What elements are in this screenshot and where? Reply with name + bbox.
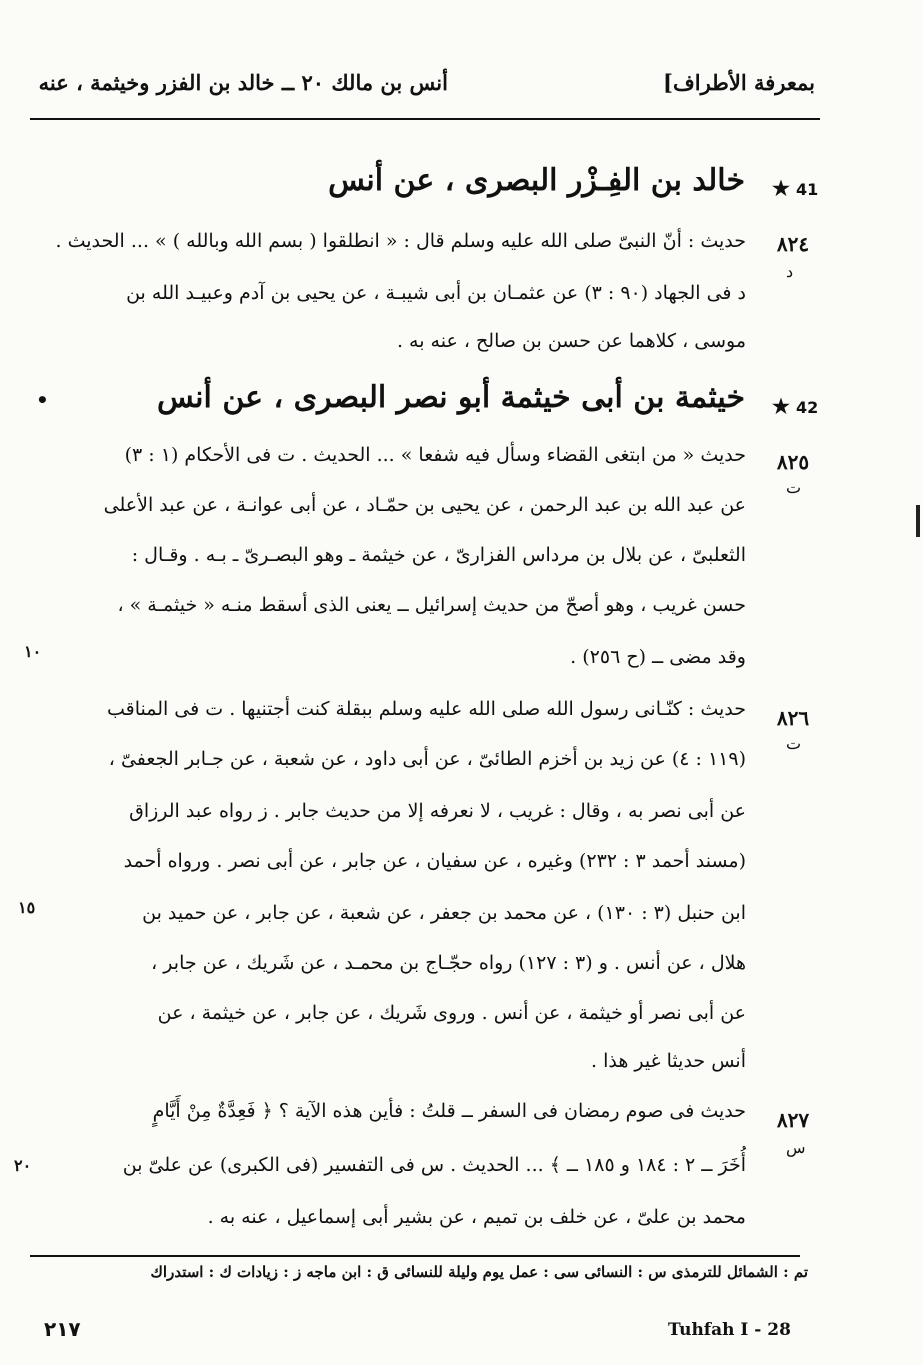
entry-siglum: ت [786, 734, 802, 753]
running-header-right: بمعرفة الأطراف] [663, 70, 815, 95]
header-rule [30, 118, 820, 120]
entry-number: ٨٢٦ [776, 706, 810, 730]
margin-line-number: ١٠ [24, 642, 42, 661]
star-icon: ★ [772, 394, 790, 418]
entry-line: حديث : كنّـانى رسول الله صلى الله عليه وسلم ببقلة كنت أجتنيها . ت فى المناقب [106, 698, 746, 720]
entry-siglum: ت [786, 478, 802, 497]
entry-line: حديث : أنّ النبىّ صلى الله عليه وسلم قال : « انطلقوا ( بسم الله وبالله ) » ... الحديث . [55, 230, 746, 252]
entry-line: د فى الجهاد (٩٠ : ٣) عن عثمـان بن أبى شيبـة ، عن يحيى بن آدم وعبيـد الله بن [126, 282, 746, 304]
bullet-mark: • [36, 388, 49, 412]
margin-line-number: ١٥ [18, 898, 36, 917]
entry-line: حسن غريب ، وهو أصحّ من حديث إسرائيل ــ يعنى الذى أسقط منـه « خيثمـة » ، [117, 594, 746, 616]
section-number: 42 [796, 398, 819, 417]
footnote-rule [30, 1255, 800, 1257]
section-title: خالد بن الفِـزْر البصرى ، عن أنس [328, 163, 745, 198]
entry-number: ٨٢٤ [776, 232, 810, 256]
entry-line: أُخَرَ ــ ٢ : ١٨٤ و ١٨٥ ــ ﴾ ... الحديث . س فى التفسير (فى الكبرى) عن علىّ بن [122, 1154, 746, 1176]
volume-label: Tuhfah I - 28 [668, 1320, 791, 1340]
entry-line: أنس حديثا غير هذا . [591, 1050, 746, 1072]
entry-line: ابن حنبل (٣ : ١٣٠) ، عن محمد بن جعفر ، عن شعبة ، عن جابر ، عن حميد بن [142, 902, 746, 924]
entry-siglum: س [786, 1138, 806, 1157]
entry-line: حديث فى صوم رمضان فى السفر ــ قلتُ : فأين هذه الآية ؟ ﴿ فَعِدَّةٌ مِنْ أَيَّامٍ [152, 1100, 746, 1122]
entry-line: محمد بن علىّ ، عن خلف بن تميم ، عن بشير أبى إسماعيل ، عنه به . [207, 1206, 746, 1228]
entry-line: (مسند أحمد ٣ : ٢٣٢) وغيره ، عن سفيان ، عن جابر ، عن أبى نصر . ورواه أحمد [123, 850, 746, 872]
entry-line: (١١٩ : ٤) عن زيد بن أخزم الطائىّ ، عن أبى داود ، عن شعبة ، عن جـابر الجعفىّ ، [108, 748, 746, 770]
entry-siglum: د [786, 262, 794, 281]
entry-line: عن أبى نصر أو خيثمة ، عن أنس . وروى شَريك ، عن جابر ، عن خيثمة ، عن [157, 1002, 746, 1024]
entry-line: هلال ، عن أنس . و (٣ : ١٢٧) رواه حجّـاج بن محمـد ، عن شَريك ، عن جابر ، [151, 952, 746, 974]
margin-line-number: ٢٠ [14, 1156, 32, 1175]
page-number: ٢١٧ [44, 1317, 81, 1341]
entry-line: حديث « من ابتغى القضاء وسأل فيه شفعا » ... الحديث . ت فى الأحكام (١ : ٣) [124, 444, 746, 466]
section-title: خيثمة بن أبى خيثمة أبو نصر البصرى ، عن أنس [156, 380, 745, 415]
entry-line: الثعلبىّ ، عن بلال بن مرداس الفزارىّ ، عن خيثمة ـ وهو البصـرىّ ـ بـه . وقـال : [131, 544, 746, 566]
star-icon: ★ [772, 176, 790, 200]
section-number: 41 [796, 180, 819, 199]
running-header-center: أنس بن مالك ٢٠ ــ خالد بن الفزر وخيثمة ، عنه [38, 70, 448, 95]
entry-line: عن عبد الله بن عبد الرحمن ، عن يحيى بن حمّـاد ، عن أبى عوانـة ، عن عبد الأعلى [103, 494, 746, 516]
entry-number: ٨٢٧ [776, 1108, 810, 1132]
binding-edge-mark [916, 505, 920, 537]
entry-line: موسى ، كلاهما عن حسن بن صالح ، عنه به . [396, 330, 746, 352]
footnote-abbreviations: تم : الشمائل للترمذى س : النسائى سى : عمل يوم وليلة للنسائى ق : ابن ماجه ز : زيادات ك : استدراك [150, 1263, 808, 1281]
entry-number: ٨٢٥ [776, 450, 810, 474]
entry-line: وقد مضى ــ (ح ٢٥٦) . [570, 646, 746, 668]
entry-line: عن أبى نصر به ، وقال : غريب ، لا نعرفه إلا من حديث جابر . ز رواه عبد الرزاق [129, 800, 746, 822]
